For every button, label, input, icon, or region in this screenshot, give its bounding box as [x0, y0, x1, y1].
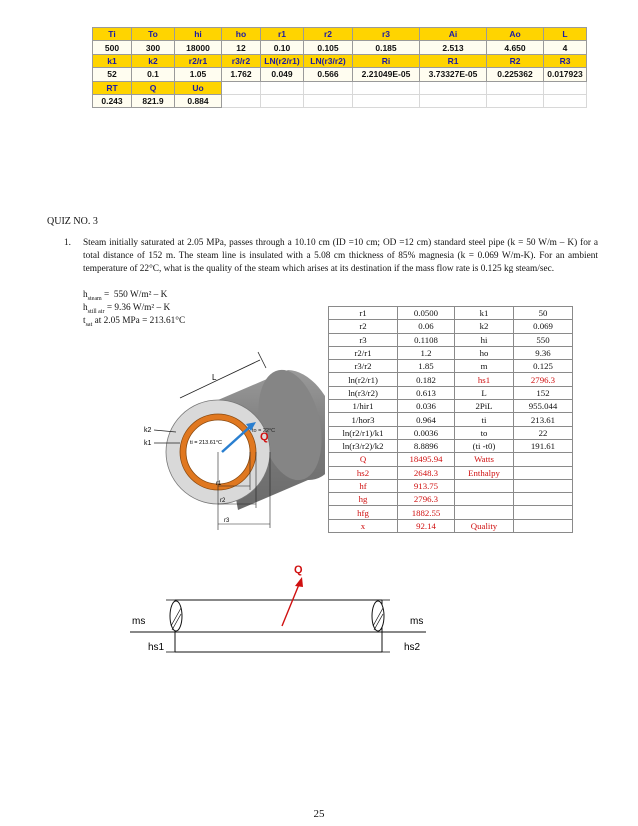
spreadsheet-cell: 821.9	[132, 94, 175, 107]
spreadsheet-cell: 3.73327E-05	[420, 68, 487, 81]
label-hs2: hs2	[404, 642, 421, 653]
results-cell	[514, 519, 573, 532]
results-cell: r2/r1	[329, 346, 398, 359]
spreadsheet-cell: 0.10	[261, 41, 304, 54]
results-cell: hs2	[329, 466, 398, 479]
results-cell	[455, 479, 514, 492]
results-row	[329, 320, 573, 333]
results-cell: Watts	[455, 453, 514, 466]
spreadsheet-cell: Ti	[93, 28, 132, 41]
results-cell: 191.61	[514, 439, 573, 452]
results-cell: k1	[455, 307, 514, 320]
spreadsheet-cell	[487, 94, 544, 107]
results-cell: 1.2	[398, 346, 455, 359]
label-k1: k1	[144, 440, 152, 447]
spreadsheet-cell: R1	[420, 54, 487, 67]
results-cell: hs1	[455, 373, 514, 386]
results-cell	[514, 506, 573, 519]
spreadsheet-cell: R3	[544, 54, 587, 67]
heat-loss-arrow	[282, 582, 300, 626]
results-cell: 955.044	[514, 400, 573, 413]
results-cell: 8.8896	[398, 439, 455, 452]
results-row	[329, 453, 573, 466]
results-cell: ti	[455, 413, 514, 426]
label-to: to = 22°C	[252, 428, 276, 434]
quiz-title: QUIZ NO. 3	[47, 216, 98, 227]
spreadsheet-cell: r2	[304, 28, 353, 41]
spreadsheet-cell: LN(r3/r2)	[304, 54, 353, 67]
spreadsheet-cell: hi	[175, 28, 222, 41]
spreadsheet-row	[93, 81, 587, 94]
results-cell: m	[455, 360, 514, 373]
spreadsheet-cell: k1	[93, 54, 132, 67]
spreadsheet-cell: 1.762	[222, 68, 261, 81]
label-r2: r2	[220, 498, 226, 504]
spreadsheet-cell: 52	[93, 68, 132, 81]
spreadsheet-cell	[487, 81, 544, 94]
results-row	[329, 519, 573, 532]
problem-statement	[64, 237, 598, 276]
results-cell: 0.1108	[398, 333, 455, 346]
spreadsheet-cell: 0.243	[93, 94, 132, 107]
spreadsheet-cell: r3/r2	[222, 54, 261, 67]
spreadsheet-cell: Uo	[175, 81, 222, 94]
results-cell: 213.61	[514, 413, 573, 426]
spreadsheet-cell: k2	[132, 54, 175, 67]
spreadsheet-table	[92, 27, 587, 108]
results-row	[329, 506, 573, 519]
results-table	[328, 306, 573, 533]
spreadsheet-cell	[544, 81, 587, 94]
label-k2: k2	[144, 427, 152, 434]
spreadsheet-row	[93, 68, 587, 81]
results-cell	[455, 493, 514, 506]
label-ms-right: ms	[410, 616, 424, 627]
given-t-sat: $t_{sat}$ at 2.05 MPa = 213.61°C	[83, 316, 186, 328]
results-cell: r3	[329, 333, 398, 346]
pipe-flow-figure	[120, 560, 460, 660]
spreadsheet-cell: 12	[222, 41, 261, 54]
label-r1: r1	[216, 481, 222, 487]
spreadsheet-cell: 0.105	[304, 41, 353, 54]
results-cell: 0.069	[514, 320, 573, 333]
spreadsheet-cell: R2	[487, 54, 544, 67]
results-row	[329, 479, 573, 492]
problem-number: 1.	[64, 238, 71, 248]
results-cell: r2	[329, 320, 398, 333]
results-cell: 18495.94	[398, 453, 455, 466]
results-cell	[514, 466, 573, 479]
results-cell: 1/hor3	[329, 413, 398, 426]
label-L: L	[212, 373, 217, 382]
spreadsheet-cell: L	[544, 28, 587, 41]
results-cell: 9.36	[514, 346, 573, 359]
results-cell: 22	[514, 426, 573, 439]
spreadsheet-cell: 300	[132, 41, 175, 54]
spreadsheet-cell: 0.225362	[487, 68, 544, 81]
spreadsheet-cell: ho	[222, 28, 261, 41]
results-cell: ln(r2/r1)	[329, 373, 398, 386]
results-cell: 0.125	[514, 360, 573, 373]
results-cell: Quality	[455, 519, 514, 532]
results-cell	[514, 453, 573, 466]
spreadsheet-cell: 1.05	[175, 68, 222, 81]
results-cell: k2	[455, 320, 514, 333]
label-Q: Q	[260, 431, 269, 443]
results-cell: 152	[514, 386, 573, 399]
results-cell: x	[329, 519, 398, 532]
results-cell: hf	[329, 479, 398, 492]
results-cell: 1882.55	[398, 506, 455, 519]
spreadsheet-cell: 18000	[175, 41, 222, 54]
results-cell: 1/hir1	[329, 400, 398, 413]
results-cell: L	[455, 386, 514, 399]
results-cell: 0.613	[398, 386, 455, 399]
results-cell: ho	[455, 346, 514, 359]
results-row	[329, 360, 573, 373]
spreadsheet-cell: 0.017923	[544, 68, 587, 81]
spreadsheet-cell	[353, 81, 420, 94]
results-cell: r3/r2	[329, 360, 398, 373]
spreadsheet-cell: To	[132, 28, 175, 41]
problem-text: Steam initially saturated at 2.05 MPa, passes through a 10.10 cm (ID =10 cm; OD =12 cm) standard steel pipe (k = 50 W/m – K) for a total distance of 152 m. The steam line is insulated with a 5.08 cm thickness of 85% magnesia (k = 0.069 W/m-K). For an ambient temperature of 22°C, what is the quality of the steam which arises at its destination if the mass flow rate is 0.125 kg steam/sec.	[83, 238, 598, 274]
results-cell: 2796.3	[514, 373, 573, 386]
results-cell: 913.75	[398, 479, 455, 492]
spreadsheet-cell: 4	[544, 41, 587, 54]
results-cell: Enthalpy	[455, 466, 514, 479]
results-row	[329, 386, 573, 399]
pipe-cross-section-figure	[140, 340, 325, 545]
spreadsheet-cell: 4.650	[487, 41, 544, 54]
results-cell: hi	[455, 333, 514, 346]
results-cell: ln(r3/r2)/k2	[329, 439, 398, 452]
spreadsheet-cell: Q	[132, 81, 175, 94]
spreadsheet-cell: 0.1	[132, 68, 175, 81]
results-row	[329, 493, 573, 506]
spreadsheet-row	[93, 41, 587, 54]
spreadsheet-cell: Ao	[487, 28, 544, 41]
results-cell: 0.0036	[398, 426, 455, 439]
results-cell: 0.036	[398, 400, 455, 413]
spreadsheet-cell: r3	[353, 28, 420, 41]
results-cell: 92.14	[398, 519, 455, 532]
results-cell	[455, 506, 514, 519]
results-cell: (ti -t0)	[455, 439, 514, 452]
spreadsheet-cell	[222, 94, 261, 107]
spreadsheet-cell	[544, 94, 587, 107]
results-row	[329, 373, 573, 386]
spreadsheet-cell	[353, 94, 420, 107]
label-hs1: hs1	[148, 642, 165, 653]
spreadsheet-cell: 500	[93, 41, 132, 54]
results-row	[329, 333, 573, 346]
results-cell: Q	[329, 453, 398, 466]
results-row	[329, 413, 573, 426]
spreadsheet-cell	[261, 94, 304, 107]
results-cell: 0.182	[398, 373, 455, 386]
results-cell: ln(r3/r2)	[329, 386, 398, 399]
spreadsheet-cell: Ai	[420, 28, 487, 41]
spreadsheet-cell	[222, 81, 261, 94]
spreadsheet-cell	[261, 81, 304, 94]
results-cell: 0.964	[398, 413, 455, 426]
given-h-steam: $h_{steam} = 550$ W/m² – K	[83, 290, 168, 302]
spreadsheet-cell: 2.21049E-05	[353, 68, 420, 81]
results-row	[329, 439, 573, 452]
spreadsheet-row	[93, 28, 587, 41]
spreadsheet-cell: RT	[93, 81, 132, 94]
results-row	[329, 466, 573, 479]
spreadsheet-row	[93, 94, 587, 107]
results-cell: 2PiL	[455, 400, 514, 413]
label-ti: ti = 213.61°C	[190, 440, 223, 446]
spreadsheet-cell	[304, 94, 353, 107]
results-cell: 1.85	[398, 360, 455, 373]
results-cell: hg	[329, 493, 398, 506]
results-cell: 50	[514, 307, 573, 320]
results-row	[329, 307, 573, 320]
spreadsheet-row	[93, 54, 587, 67]
results-row	[329, 426, 573, 439]
results-cell: r1	[329, 307, 398, 320]
spreadsheet-cell: r1	[261, 28, 304, 41]
spreadsheet-cell: 0.185	[353, 41, 420, 54]
results-cell: 0.06	[398, 320, 455, 333]
spreadsheet-cell: LN(r2/r1)	[261, 54, 304, 67]
results-cell: hfg	[329, 506, 398, 519]
results-cell: 0.0500	[398, 307, 455, 320]
label-r3: r3	[224, 518, 230, 524]
results-cell: ln(r2/r1)/k1	[329, 426, 398, 439]
spreadsheet-cell	[304, 81, 353, 94]
spreadsheet-cell: Ri	[353, 54, 420, 67]
spreadsheet-cell	[420, 81, 487, 94]
given-h-still-air: $h_{still air} = 9.36$ W/m² – K	[83, 303, 171, 315]
spreadsheet-cell	[420, 94, 487, 107]
spreadsheet-cell: 0.049	[261, 68, 304, 81]
results-cell	[514, 479, 573, 492]
results-cell: to	[455, 426, 514, 439]
spreadsheet-cell: 0.884	[175, 94, 222, 107]
results-row	[329, 400, 573, 413]
results-cell: 2796.3	[398, 493, 455, 506]
label-ms-left: ms	[132, 616, 146, 627]
label-Q2: Q	[294, 564, 303, 576]
spreadsheet-cell: 0.566	[304, 68, 353, 81]
results-cell: 550	[514, 333, 573, 346]
results-row	[329, 346, 573, 359]
results-cell: 2648.3	[398, 466, 455, 479]
spreadsheet-cell: 2.513	[420, 41, 487, 54]
page-number: 25	[313, 808, 325, 820]
results-cell	[514, 493, 573, 506]
spreadsheet-cell: r2/r1	[175, 54, 222, 67]
